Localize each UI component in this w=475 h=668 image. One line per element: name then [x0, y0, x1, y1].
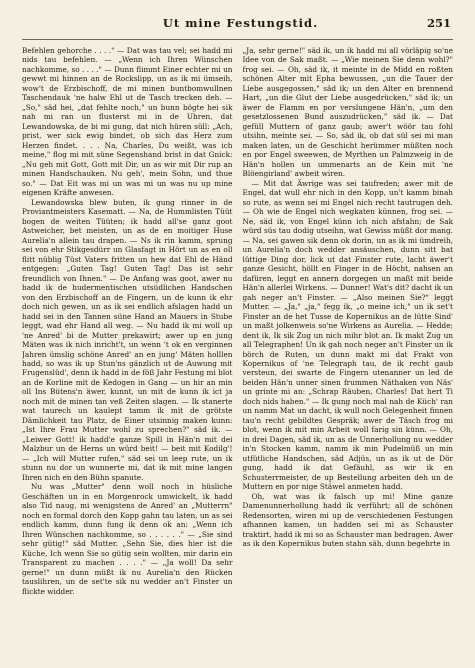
paragraph: Lewandowska blew buten, ik gung rinner in de Proviantmeisters Kasematt. — Na, de Hummlisten Tüüt bogen de weiten Tüüten; ik hadd all'se ganz goot Astweicher, bet meisten, un as de en moitiger Huse Aurelia'n allein tau drapen. — Ns ik rin kamm, sprung sei von ehr Stikgesdürr un Glasfagt in Hört un as en oll flitt nüblig Tüst Vaters fritten un hew dat Ehl de Händ entgegen: „Guten Tag! Guten Tag! Das ist sehr freundlich von Ihnen." — De Anfang was goot, awer nu hadd ik de hudermentischen utsüdlichen Handschen von den Erzbischoff an de Fingern, un de kunn ik ehr doch nich gewen, un as ik sei endlich afslagen hadd un hadd sei in den Tannen süne Hand an Mauers in Stube leggt, wad ehr Hand all weg. — Nu hadd ik mi woll up 'ne Anred' bi de Mutter prekawirt; awer up en jung Mäten was ik nich inricht't, un wenn 't ok en verginnen Jahren ümslig schöne Anred' an en jung' Mäten holllen hadd, so was ik up Stun'ns gänzlich ut de Auwung mit Frugenslüd', denn ik hadd in de föß Jahr Festung mi blot an de Korline mit de Kedogen in Gang — un hir an min oll Ins Bütens'n äwer, kunnt, un mit de kunn ik ict ja noch mit de minen tan veß Zeiten slagen. — Ik stanerte wat taurech un kaulept tamm ik mit de grötste Dämlichkeit tau Platz, de Einer utsinnig maken kunn: „Ist Ihre Frau Mutter wohl zu sprechen?" säd ik. — „Leiwer Gott! ik hadd'e ganze Spill in Hän'n mit dei Malzbur un de Herns un würd beit! — beit mit Kodilg'! — „Ich will Mutter rufen," säd sei un leep rute, un ik stunn nu dor un wunnerte mi, dat ik mit mine langen Ihren nich en den Bühn spanute. [22, 197, 233, 482]
paragraph: — Mit dat Äwrige was sei taufreden; awer mit de Engel, dat wull ehr nich in den Kopp, un't kamm binah so rute, as wenn sei mi Engel nich recht tautrugen deh. — Oh wie de Engel nich wegkaten künnen, frog sei. — Ne, säd ik, von Engel künn ich nich afstahn; de Sak würd süs tau dodig utseihn, wat Gewiss müßt dor mang. — Na, sei gawen sik denn ok dorin, un as ik mi ümdreih, un Aurelia'n doch wedder ansäuschen, dunn sitt bat lüttige Ding dor, lick ut dat Finster rute, lacht äwer't ganze Gesicht, höllt en Finger in de Höcht, nahsen an dafüren, leggt en annern dorgegen un maßt mit beide Hän'n allerlei Wirkens. — Dunner! Wat's dit? dacht ik un gah neger an't Finster. — „Also meinen Sie?" leggt Mutter. — „Ja," „ja," fegg ik, „o meine ich," un ik set't Finster an de het Tusse de Kopernikus an de lütte Sind' un maßt jolkenweis so'ne Wirkens as Aurelia. — Hedde; dent ik, Ik sik Zug un nich mihr blot an. Ik makt Zug un all Telegraphen! Un ik gah noch neger an't Finster un ik börch de Ruten, un dunn makt mi dat Frakt von Kopernikus of 'ne Telegraph tau, de ik recht gaub versteun, dei swarte de Fingern utenanner un led de beiden Hän'n unner sinen frummen Näthaken von Näs' un grinte mi an: „Schrap Räuben, Charles! Dat hert Ti doch nids haben." — Ik gung noch mal nah de Küch' ran un namm Mat un dacht, ik wull noch Gelegenheit finnen tau'n recht gebildtes Gespräk; awer de Täsch frog mi blot, wenn ik mit min Arbeit woll farig sin künn. — Oh, in drei Dagen, säd ik, un as de Unnerhollung nu wedder in'n Stocken kamm, namm ik min Pudelmüß un min utfütliche Handschen, säd Adjüs, un as ik ut de Dör gung, hadd ik dat Gefäuhl, as wir ik en Schusterrmeister, de up Bestellung arbeiten deh un de Muttern en por nige Stäwel anmeten hadd. [242, 178, 453, 492]
text-columns [22, 46, 453, 658]
paragraph: Befehlen gehorche . . . ." — Dat was tau vel; sei hadd mi nids tau befehlen. — „Wenn ich Ihren Wünschen nachkomme, so . . . ." — Dunn flimmt Einer echter mi un gewwt mi hinnen an de Rockslipp, un as ik mi ümseih, wow't de Erzbischoff, de mi minen buntbomwullnen Taschendauk 'ne halw Ehl ut de Tasch trecken deh. — „So," säd hei, „dat fehlte noch," un bunn bögte hei sik nah mi ran un flusterst mi in de Uhren, dat Lewandowska, de bi mi gung, dat nich hüren süll: „Ach, prist, wer sick ewig bindet, ob sich das Herz zum Herzen findet. . . . Na, Charles, Du weißt, was ich meine," flog mi mit süne Segenshand brist in dat Gnick: „Nu geh mit Gott, Gott mit Dir, un as wir mit Dir rup an minen Handschauken. Nu geh', mein Sohn, und thue so." — Dat Eit was mi un was mi un was nu up mine eigenen Kräfte anwesen. [22, 46, 233, 198]
running-title: Ut mine Festungstid. [162, 16, 319, 30]
page-header [22, 16, 453, 40]
right-column [243, 46, 454, 658]
paragraph: Oh, wat was ik falsch up mi! Mine ganze Damenunnerhollung hadd ik verführt; all de schönen Redensorten, wiren mi up de verschiedenen Festungen afhannen kamen, un hadden sei mi as Schauster traktirt, hadd ik mi so as Schauster man bedragen. Awer as ik den Kopernikus buten stahn säh, dunn begehrte in [242, 491, 453, 549]
page-number: 251 [426, 16, 451, 30]
paragraph: Nu was „Mutter" denn woll noch in hüsliche Geschäften un in en Morgenrock umwickelt, ik hadd also Tid naug, mi wenigstens de Anred' an „Mutterrn" noch en formal dorch den Kopp gahn tau laten, un as sei endlich kamm, dunn fung ik denn ok an: „Wenn ich Ihren Wünschen nachkomme, so . . . . . ." — „Sie sind sehr gütig!" säd Mutter. „Sehn Sie, dies hier ist die Küche, Ich wenn Sie so gütig sein wollten, mir darin ein Transparent zu machen . . . ." — „Ja woll! Da sehr gerne!" un dunn müßt ik nu Aurelia'n den Rücken tauslihren, un de set'te sik nu wedder an't Finster un flickte widder. [22, 482, 233, 596]
left-column [22, 46, 233, 658]
paragraph: „Ja, sehr gerne!" säd ik, un ik hadd mi all vörläpig so'ne Idee von de Sak maßt. — „Wie meinen Sie denn wohl?" frog sei. — Oh, säd ik, it meinte in de Midd en roßten schönen Alter mit Epha bewussen, „un die Tauer der Liebe ausgegossen," säd ik; un den Alter en brennend Hart, „un die Glut der Liebe ausgedrücken," säd ik; un äwer de Flamm en por verslungene Hän'n, „um den gesetzlossenen Bund auszudrücken," säd ik. — Dat gefüll Muttern of ganz gaub; awer't wöör tau fohl utsihn, meinte sei. — So, säd ik, ob dat sül sei mi man maken laten, un de Geschicht herümmer müßten noch en por Engel sweewen, de Myrthen un Palmzweig in de Hän'n hollen un ummenarts an de Kein mit 'ne Blöengirland' awbeit wiren. [242, 46, 453, 179]
